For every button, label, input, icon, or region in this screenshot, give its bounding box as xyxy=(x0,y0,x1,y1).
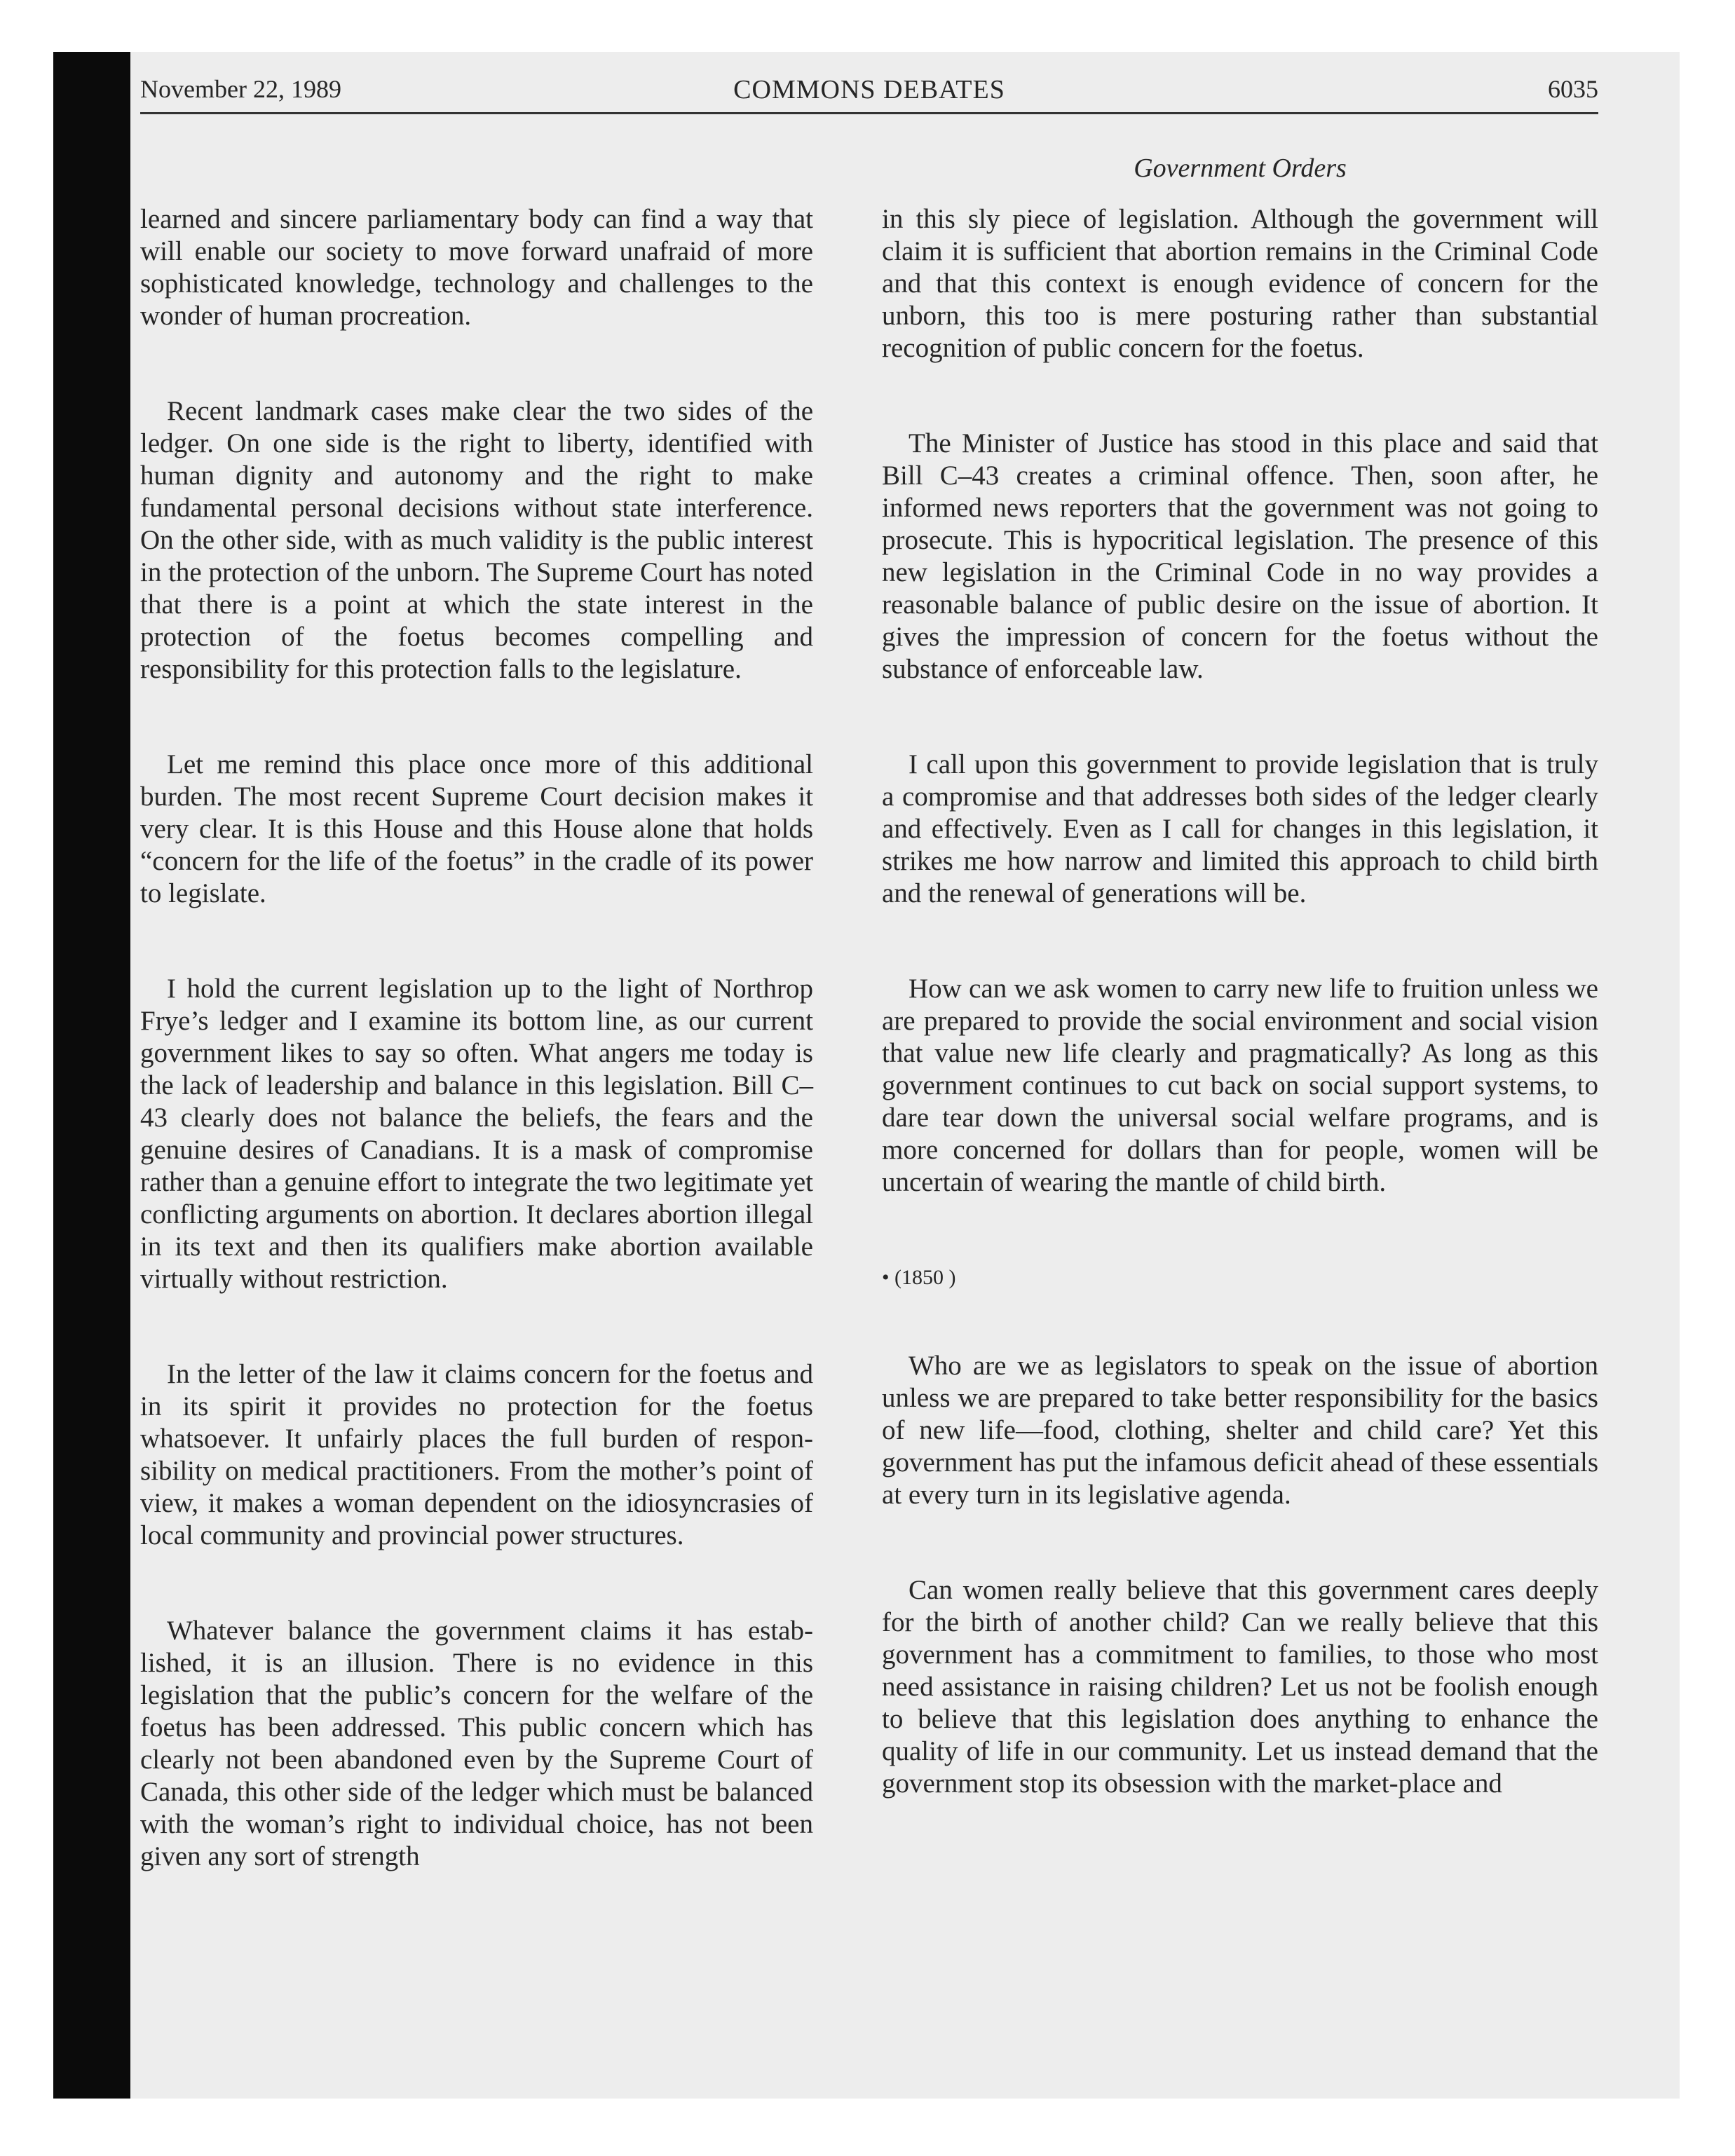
paragraph: Let me remind this place once more of this additional burden. The most recent Supreme Court decision makes it very clear. It is this House and this House alone that holds “concern for the life of the foetus” in the cradle of its power to legislate. xyxy=(140,749,813,908)
paragraph: Can women really believe that this government cares deeply for the birth of another child? Can we really believe that this government has a commitment to families, to those who most need assistance in raising children? Let us not be foolish enough to believe that this legislation does anything to enhance the quality of life in our community. Let us instead demand that the government stop its obsession with the market-place and xyxy=(882,1575,1598,1799)
paragraph: Who are we as legislators to speak on the issue of abortion unless we are prepared to take better responsibility for the basics of new life—food, clothing, shelter and child care? Yet this government has put the infamous deficit ahead of these essentials at every turn in its legislative agenda. xyxy=(882,1351,1598,1510)
paragraph: learned and sincere parliamentary body can find a way that will enable our society to move forward unafraid of more sophisticated knowledge, technology and challenges to the wonder of human procreation. xyxy=(140,204,813,331)
header-rule xyxy=(140,112,1598,114)
binding-edge xyxy=(53,52,130,2099)
right-column xyxy=(882,203,1598,1863)
header-date: November 22, 1989 xyxy=(140,75,341,103)
paragraph: Whatever balance the government claims it has established, it is an illusion. There is no evidence in this legislation that the public’s concern for the welfare of the foetus has been addressed. This public concern which has clearly not been abandoned even by the Supreme Court of Canada, this other side of the ledger which must be balanced with the woman’s right to individual choice, has not been given any sort of strength xyxy=(140,1616,813,1871)
header-publication: COMMONS DEBATES xyxy=(733,75,1005,104)
left-column xyxy=(140,203,813,1936)
paragraph: How can we ask women to carry new life to fruition unless we are prepared to provide the social environment and social vision that value new life clearly and pragmatically? As long as this government continues to cut back on social support systems, to dare tear down the universal social welfare programs, and is more concerned for dollars than for people, women will be uncertain of wearing the mantle of child birth. xyxy=(882,974,1598,1197)
paragraph: I hold the current legislation up to the light of Northrop Frye’s ledger and I examine its bottom line, as our current government likes to say so often. What angers me today is the lack of leadership and balance in this legislation. Bill C–43 clearly does not balance the beliefs, the fears and the genuine desires of Canadians. It is a mask of compromise rather than a genuine effort to integrate the two legitimate yet conflicting arguments on abortion. It declares abortion illegal in its text and then its qualifiers make abortion available virtually without restriction. xyxy=(140,974,813,1294)
paragraph: The Minister of Justice has stood in this place and said that Bill C–43 creates a criminal offence. Then, soon after, he informed news reporters that the government was not going to prosecute. This is hypocritical legislation. The presence of this new legislation in the Criminal Code in no way provides a reasonable balance of public desire on the issue of abortion. It gives the impression of concern for the foetus without the substance of enforceable law. xyxy=(882,428,1598,684)
page-header xyxy=(140,74,1598,105)
paragraph: Recent landmark cases make clear the two sides of the ledger. On one side is the right to liberty, identified with human dignity and autonomy and the right to make fundamental personal decisions without state interference. On the other side, with as much validity is the public interest in the protection of the unborn. The Supreme Court has noted that there is a point at which the state interest in the protection of the foetus becomes compelling and responsibility for this protection falls to the legislature. xyxy=(140,396,813,684)
paragraph: I call upon this government to provide legislation that is truly a compromise and that addresses both sides of the ledger clearly and effectively. Even as I call for changes in this legislation, it strikes me how narrow and limited this approach to child birth and the renewal of generations will be. xyxy=(882,749,1598,908)
paragraph: In the letter of the law it claims concern for the foetus and in its spirit it provides no protection for the foetus whatsoever. It unfairly places the full burden of responsibility on medical practitioners. From the mother’s point of view, it makes a woman dependent on the idiosyncrasies of local community and provincial power structures. xyxy=(140,1359,813,1550)
paragraph: in this sly piece of legislation. Although the government will claim it is sufficient that abortion remains in the Criminal Code and that this context is enough evidence of concern for the unborn, this too is mere posturing rather than substantial recognition of public concern for the foetus. xyxy=(882,204,1598,363)
section-title: Government Orders xyxy=(1134,153,1347,183)
header-page-number: 6035 xyxy=(1548,75,1598,103)
time-marker: • (1850 ) xyxy=(882,1266,956,1289)
